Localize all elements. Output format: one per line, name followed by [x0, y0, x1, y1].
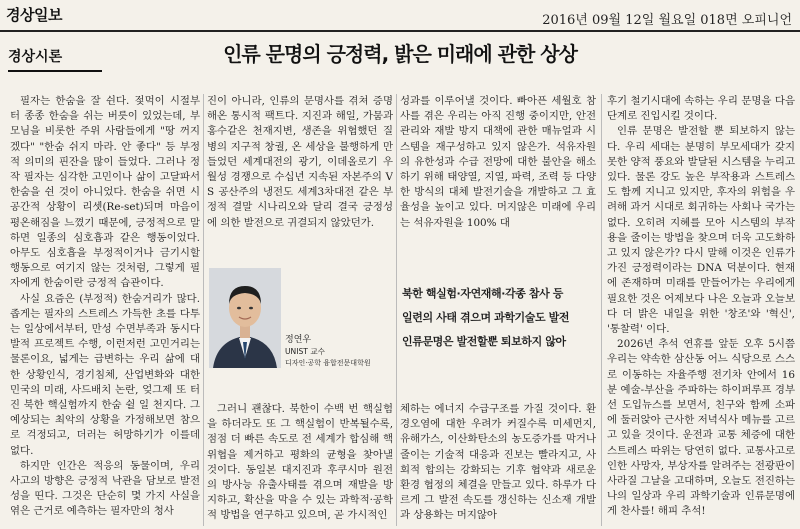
author-department: 디자인·공학 융합전문대학원: [285, 359, 371, 367]
column-divider: [203, 94, 204, 526]
paragraph: 2026년 추석 연휴를 앞둔 오후 5시쯤 우리는 약속한 삼산동 어느 식당으로 스스로 이동하는 자율주행 전기차 안에서 16분 예술-부산을 주파하는 하이퍼루프 경부선 도입뉴스를 보면서, 친구와 함께 소파에 둘러앉아 근사한 저녁식사 메뉴를 고르고 있을 것이다. 운전과 교통 체증에 대한 스트레스 따위는 당연히 없다. 교통사고로 인한 사망자, 부상자를 알려주는 전광판이 사라질 그날을 고대하며, 오늘도 전진하는 나의 일상과 우리 과학기술과 인류문명에게 찬사를! 해피 추석!: [607, 338, 795, 518]
paragraph: 하지만 인간은 적응의 동물이며, 우리 사고의 방향은 긍정적 낙관을 담보로 발전성을 띤다. 그것은 단순히 몇 가지 사실을 엮은 근거로 예측하는 필자만의 청사: [10, 459, 200, 518]
author-role: UNIST 교수: [285, 347, 326, 356]
article-column-4: [607, 94, 795, 526]
paragraph: 인류 문명은 발전할 뿐 퇴보하지 않는다. 우리 세대는 분명히 부모세대가 갖지 못한 양적 풍요와 발달된 시스템을 누리고 있다. 물론 강도 높은 부작용과 스트레스도 함께 지니고 있지만, 후자의 위험을 우려해 과거 시대로 회귀하는 사회나 국가는 없다. 오히려 지혜를 모아 시스템의 부작용을 줄이는 방법을 찾으며 더욱 고도화하고 있지 않은가? 다시 말해 이것은 인류가 가진 긍정력이라는 DNA 덕분이다. 현재에 존재하며 미래를 만들어가는 우리에게 필요한 것은 어제보다 나은 오늘과 오늘보다 더 밝은 내일을 위한 '창조'와 '혁신', '통찰력' 이다.: [607, 125, 795, 336]
section-rule: [8, 70, 102, 72]
column-divider: [601, 94, 602, 526]
dateline: 2016년 09월 12일 월요일 018면 오피니언: [542, 13, 792, 28]
section-label: 경상시론: [8, 49, 63, 65]
pull-quote-line: 일련의 사태 겪으며 과학기술도 발전: [402, 311, 570, 324]
author-name: 정연우: [285, 335, 312, 345]
article-column-3-top: [400, 94, 596, 266]
article-column-2-top: [207, 94, 393, 236]
pull-quote: [402, 282, 596, 354]
paragraph: 필자는 한숨을 잘 쉰다. 젖먹이 시절부터 종종 한숨을 쉬는 버릇이 있었는데, 부모님을 비롯한 주위 사람들에게 "땅 꺼지겠다" "한숨 쉬지 마라. 안 좋다" 등 부정적 의미의 핀잔을 많이 들었다. 그러나 정작 필자는 심각한 고민이나 삶이 고달파서 한숨을 쉰 것이 아니었다. 한숨을 쉬면 시공간적 상황이 리셋(Re-set)되며 마음이 평온해짐을 느꼈기 때문에, 긍정적으로 말하면 일종의 심호흡과 같은 행동이었다. 아무도 심호흡을 부정적이거나 금기시할 행동으로 여기지 않는 것처럼, 그렇게 필자에게 한숨이란 긍정적 습관이다.: [10, 95, 200, 290]
paragraph: 사실 요즘은 (부정적) 한숨거리가 많다. 좁게는 필자의 스트레스 가득한 초를 다투는 일상에서부터, 만성 수면부족과 동시다발적 프로젝트 수행, 이런저런 고민거리는 물론이요, 넓게는 급변하는 우리 삶에 대한 상황인식, 경기침체, 산업변화와 대한민국의 미래, 사드배치 논란, 엊그제 또 터진 북한 핵실험까지 한숨 쉴 일 천지다. 그 예상되는 최악의 상황을 가정해보면 참으로 걱정되고, 더러는 허망하기가 이를데 없다.: [10, 292, 200, 457]
top-bar: [0, 0, 800, 30]
masthead: 경상일보: [6, 6, 62, 24]
author-box: [207, 266, 393, 372]
column-divider: [396, 94, 397, 526]
paragraph: 후기 철기시대에 속하는 우리 문명을 다음 단계로 진입시킬 것이다.: [607, 95, 795, 123]
portrait-icon: [209, 268, 281, 368]
paragraph: 성과를 이루어낼 것이다. 빠아픈 세월호 참사를 겪은 우리는 아직 진행 중이지만, 안전관리와 재발 방지 대책에 관한 매뉴얼과 시스템을 재구성하고 있지 않은가. 석유자원의 유한성과 수급 전망에 대한 불안을 해소하기 위해 태양열, 지열, 파력, 조력 등 다양한 방식의 대체 발전기술을 개발하고 그 효율성을 높이고 있다. 머지않은 미래에 우리는 석유자원을 100% 대: [400, 95, 596, 229]
paragraph: 그러니 괜찮다. 북한이 수백 번 핵실험을 하더라도 또 그 핵실험이 반복될수록, 점점 더 빠른 속도로 전 세계가 합심해 핵위협을 제거하고 평화의 균형을 찾아낼 것이다. 동일본 대지진과 후쿠시마 원전의 방사능 유출사태를 겪으며 재발을 방지하고, 확산을 막을 수 있는 과학적·공학적 방법을 연구하고 있으며, 곧 가시적인: [207, 403, 393, 522]
paragraph: 진이 아니라, 인류의 문명사를 겪쳐 증명해온 통시적 팩트다. 지진과 해일, 가뭄과 홍수같은 천재지변, 생존을 위협했던 질병의 지구적 창궐, 온 세상을 불행하게 만들었던 세계대전의 광기, 이데올로기 우월성 경쟁으로 수십년 지속된 자본주의 VS 공산주의 냉전도 세계3차대전 같은 부정적 결말 시나리오와 달리 결국 긍정성에 의한 발전으로 귀결되지 않았던가.: [207, 95, 393, 229]
article-column-3-bottom: [400, 402, 596, 526]
author-photo: [209, 268, 281, 368]
pull-quote-line: 북한 핵실험·자연재해·각종 참사 등: [402, 287, 564, 300]
article-column-2-bottom: [207, 402, 393, 526]
pull-quote-line: 인류문명은 발전할뿐 퇴보하지 않아: [402, 335, 566, 348]
top-rule: [0, 30, 800, 32]
article-column-1: [10, 94, 200, 526]
headline: 인류 문명의 긍정력, 밝은 미래에 관한 상상: [223, 42, 577, 66]
paragraph: 체하는 에너지 수급구조를 가질 것이다. 환경오염에 대한 우려가 커질수록 미세먼지, 유해가스, 이산화탄소의 농도증가를 막거나 줄이는 기술적 대응과 진보는 빨라지고, 사회적 합의는 강화되는 기후 협약과 새로운 환경 협정의 체결을 만들고 있다. 하루가 다르게 그 발전 속도를 갱신하는 신소재 개발과 상용화는 머지않아: [400, 403, 596, 522]
